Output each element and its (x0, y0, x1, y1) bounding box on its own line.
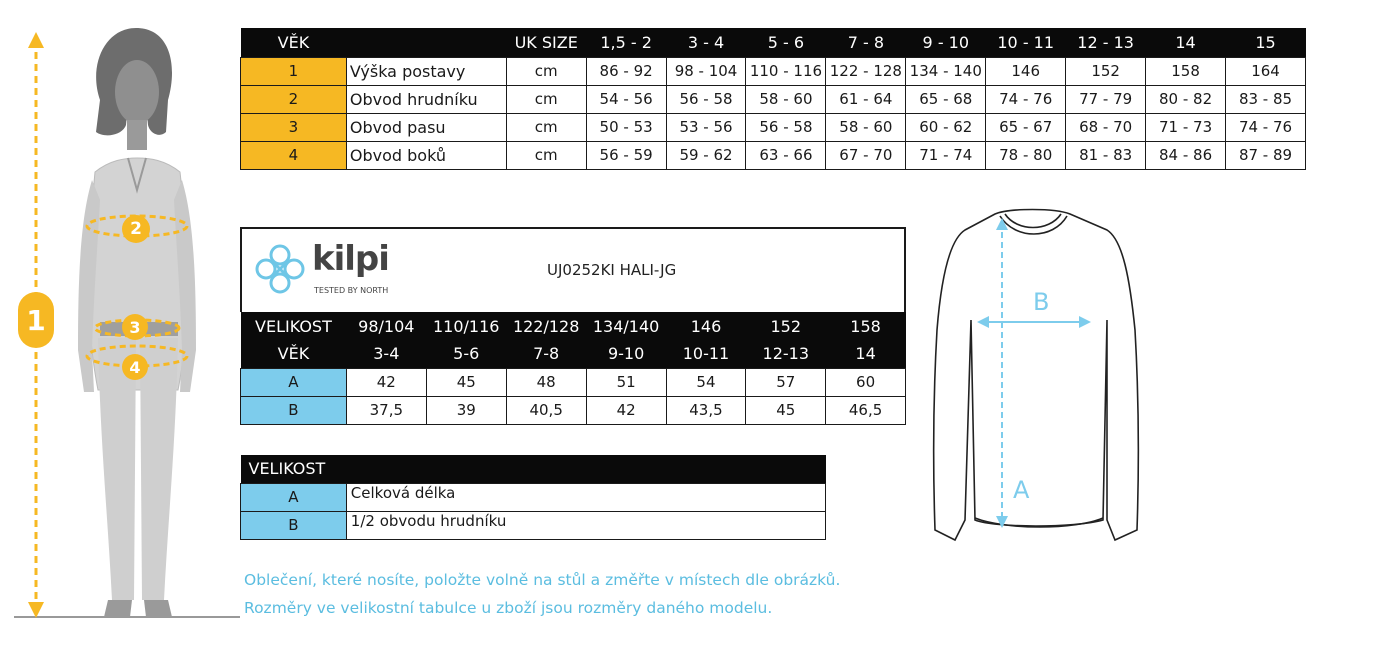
unit-cell: cm (506, 141, 586, 169)
header-cell: VĚK (241, 340, 347, 368)
value-cell: 54 (666, 368, 746, 396)
hips-marker: 4 (122, 354, 148, 380)
header-cell: 134/140 (586, 312, 666, 340)
value-cell: 68 - 70 (1066, 113, 1146, 141)
measure-key: B (241, 511, 347, 539)
value-cell: 87 - 89 (1226, 141, 1306, 169)
value-cell: 86 - 92 (586, 57, 666, 85)
table-row (241, 141, 1306, 169)
value-cell: 78 - 80 (986, 141, 1066, 169)
header-cell: 158 (826, 312, 906, 340)
header-cell: 12 - 13 (1066, 28, 1146, 57)
table-row (241, 511, 826, 539)
value-cell: 63 - 66 (746, 141, 826, 169)
row-number: 4 (241, 141, 347, 169)
measure-description: Celková délka (346, 483, 825, 511)
header-cell: 110/116 (426, 312, 506, 340)
header-cell: 5-6 (426, 340, 506, 368)
measure-key: B (241, 396, 347, 424)
row-number: 2 (241, 85, 347, 113)
value-cell: 80 - 82 (1146, 85, 1226, 113)
measure-description: 1/2 obvodu hrudníku (346, 511, 825, 539)
value-cell: 56 - 58 (746, 113, 826, 141)
value-cell: 43,5 (666, 396, 746, 424)
value-cell: 83 - 85 (1226, 85, 1306, 113)
header-cell: VELIKOST (241, 455, 826, 483)
product-age-header (241, 340, 906, 368)
value-cell: 45 (746, 396, 826, 424)
unit-cell: cm (506, 57, 586, 85)
value-cell: 122 - 128 (826, 57, 906, 85)
header-cell: 122/128 (506, 312, 586, 340)
value-cell: 84 - 86 (1146, 141, 1226, 169)
table-row (241, 57, 1306, 85)
header-cell: 10-11 (666, 340, 746, 368)
table-row (241, 483, 826, 511)
product-size-table (240, 312, 906, 425)
value-cell: 60 - 62 (906, 113, 986, 141)
value-cell: 74 - 76 (1226, 113, 1306, 141)
table-row (241, 113, 1306, 141)
header-cell: 12-13 (746, 340, 826, 368)
row-label: Obvod hrudníku (346, 85, 506, 113)
row-number: 3 (241, 113, 347, 141)
value-cell: 58 - 60 (826, 113, 906, 141)
value-cell: 46,5 (826, 396, 906, 424)
table-row (241, 85, 1306, 113)
brand-tagline: TESTED BY NORTH (314, 286, 389, 295)
row-label: Výška postavy (346, 57, 506, 85)
header-cell: VELIKOST (241, 312, 347, 340)
measure-legend-table (240, 455, 826, 540)
value-cell: 45 (426, 368, 506, 396)
value-cell: 42 (586, 396, 666, 424)
header-cell: 14 (826, 340, 906, 368)
note-line-1: Oblečení, které nosíte, položte volně na stůl a změřte v místech dle obrázků. (244, 571, 841, 589)
header-cell: 152 (746, 312, 826, 340)
header-cell: 5 - 6 (746, 28, 826, 57)
header-cell: VĚK (241, 28, 347, 57)
product-header (240, 227, 906, 312)
value-cell: 60 (826, 368, 906, 396)
value-cell: 74 - 76 (986, 85, 1066, 113)
value-cell: 54 - 56 (586, 85, 666, 113)
row-number: 1 (241, 57, 347, 85)
shirt-label-b: B (1033, 288, 1050, 316)
table-row (241, 396, 906, 424)
value-cell: 158 (1146, 57, 1226, 85)
header-cell: 14 (1146, 28, 1226, 57)
value-cell: 152 (1066, 57, 1146, 85)
value-cell: 71 - 73 (1146, 113, 1226, 141)
value-cell: 61 - 64 (826, 85, 906, 113)
header-cell: UK SIZE (506, 28, 586, 57)
value-cell: 42 (346, 368, 426, 396)
measure-key: A (241, 368, 347, 396)
value-cell: 58 - 60 (746, 85, 826, 113)
value-cell: 164 (1226, 57, 1306, 85)
value-cell: 40,5 (506, 396, 586, 424)
value-cell: 56 - 59 (586, 141, 666, 169)
measure-key: A (241, 483, 347, 511)
table-row (241, 368, 906, 396)
value-cell: 77 - 79 (1066, 85, 1146, 113)
height-marker: 1 (18, 292, 54, 348)
header-cell: 7-8 (506, 340, 586, 368)
note-line-2: Rozměry ve velikostní tabulce u zboží jsou rozměry daného modelu. (244, 599, 773, 617)
value-cell: 59 - 62 (666, 141, 746, 169)
row-label: Obvod pasu (346, 113, 506, 141)
value-cell: 39 (426, 396, 506, 424)
chest-marker: 2 (122, 215, 150, 243)
body-size-table (240, 28, 1306, 170)
header-cell: 15 (1226, 28, 1306, 57)
value-cell: 71 - 74 (906, 141, 986, 169)
value-cell: 48 (506, 368, 586, 396)
header-cell: 10 - 11 (986, 28, 1066, 57)
legend-header (241, 455, 826, 483)
product-code: UJ0252KI HALI-JG (547, 261, 677, 279)
value-cell: 53 - 56 (666, 113, 746, 141)
header-cell: 98/104 (346, 312, 426, 340)
unit-cell: cm (506, 113, 586, 141)
value-cell: 56 - 58 (666, 85, 746, 113)
value-cell: 37,5 (346, 396, 426, 424)
value-cell: 50 - 53 (586, 113, 666, 141)
header-cell: 9 - 10 (906, 28, 986, 57)
body-size-header (241, 28, 1306, 57)
value-cell: 134 - 140 (906, 57, 986, 85)
value-cell: 81 - 83 (1066, 141, 1146, 169)
brand-name: kilpi (312, 239, 389, 279)
header-cell: 3 - 4 (666, 28, 746, 57)
header-cell: 9-10 (586, 340, 666, 368)
value-cell: 98 - 104 (666, 57, 746, 85)
waist-marker: 3 (122, 314, 148, 340)
value-cell: 51 (586, 368, 666, 396)
header-cell: 1,5 - 2 (586, 28, 666, 57)
header-cell: 146 (666, 312, 746, 340)
value-cell: 67 - 70 (826, 141, 906, 169)
value-cell: 146 (986, 57, 1066, 85)
kilpi-logo-icon (252, 241, 308, 297)
header-cell: 3-4 (346, 340, 426, 368)
header-cell (346, 28, 506, 57)
value-cell: 65 - 68 (906, 85, 986, 113)
header-cell: 7 - 8 (826, 28, 906, 57)
shirt-label-a: A (1013, 476, 1030, 504)
shirt-measurement-diagram (925, 200, 1145, 555)
product-size-header (241, 312, 906, 340)
value-cell: 110 - 116 (746, 57, 826, 85)
value-cell: 65 - 67 (986, 113, 1066, 141)
row-label: Obvod boků (346, 141, 506, 169)
value-cell: 57 (746, 368, 826, 396)
unit-cell: cm (506, 85, 586, 113)
